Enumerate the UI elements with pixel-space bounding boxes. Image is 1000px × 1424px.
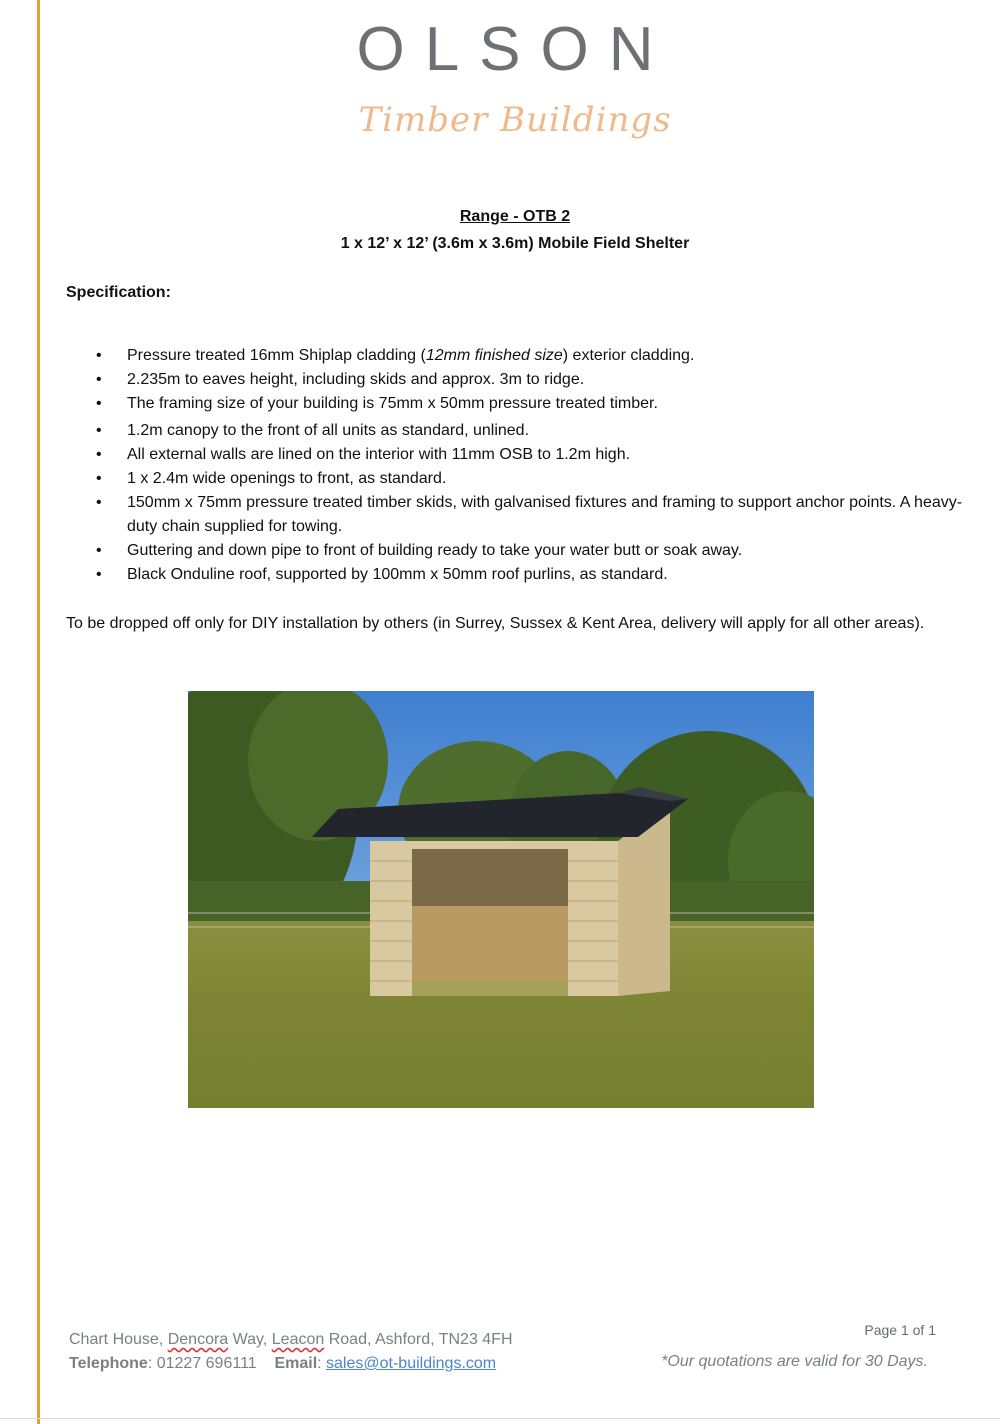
logo-wordmark: OLSON <box>356 15 674 84</box>
title-block <box>0 203 1000 257</box>
delivery-note: To be dropped off only for DIY installation by others (in Surrey, Sussex & Kent Area, delivery will apply for all other areas). <box>66 615 925 632</box>
footer-address <box>69 1328 513 1376</box>
field-shelter-photo <box>188 691 814 1108</box>
product-title: 1 x 12’ x 12’ (3.6m x 3.6m) Mobile Field Shelter <box>340 235 690 252</box>
range-title: Range - OTB 2 <box>459 208 571 225</box>
specification-heading: Specification: <box>66 284 171 301</box>
spec-item: • Black Onduline roof, supported by 100mm x 50mm roof purlins, as standard. <box>66 563 966 587</box>
spec-item: • 1.2m canopy to the front of all units as standard, unlined. <box>66 419 966 443</box>
page-number: Page 1 of 1 <box>864 1322 936 1338</box>
spec-item: • Pressure treated 16mm Shiplap cladding (12mm finished size) exterior cladding. <box>66 344 966 368</box>
contact-line: Telephone: 01227 696111 Email: sales@ot-buildings.com <box>69 1355 497 1372</box>
spec-item: • 150mm x 75mm pressure treated timber skids, with galvanised fixtures and framing to support anchor points. A heavy-duty chain supplied for towing. <box>66 491 966 539</box>
specification-list <box>66 344 966 587</box>
email-link[interactable]: sales@ot-buildings.com <box>326 1355 497 1372</box>
bottom-divider <box>0 1418 1000 1419</box>
spec-item: • Guttering and down pipe to front of building ready to take your water butt or soak away. <box>66 539 966 563</box>
quotation-validity: *Our quotations are valid for 30 Days. <box>661 1353 928 1370</box>
spec-item: • The framing size of your building is 75mm x 50mm pressure treated timber. <box>66 392 966 416</box>
logo-script: Timber Buildings <box>358 100 672 140</box>
address-line: Chart House, Dencora Way, Leacon Road, Ashford, TN23 4FH <box>69 1331 513 1348</box>
spec-item: • All external walls are lined on the interior with 11mm OSB to 1.2m high. <box>66 443 966 467</box>
spec-item: • 1 x 2.4m wide openings to front, as standard. <box>66 467 966 491</box>
spec-item: • 2.235m to eaves height, including skids and approx. 3m to ridge. <box>66 368 966 392</box>
